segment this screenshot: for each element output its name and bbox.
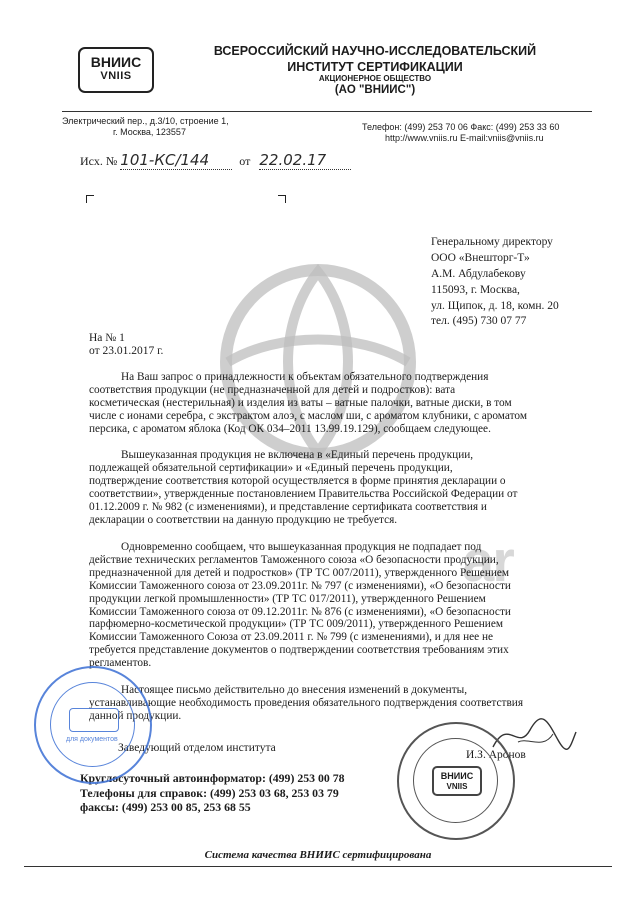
- text-line: предназначенной для детей и подростков» (ТР ТС 007/2011), утвержденного Решением: [89, 566, 510, 579]
- text-line: Комиссии Таможенного Союза от 23.09.2011 г. № 799 (с изменениями), и для нее не: [89, 631, 494, 644]
- text-line: Настоящее письмо действительно до внесения изменений в документы,: [121, 684, 468, 696]
- text-line: продукции легкой промышленности» (ТР ТС 017/2011), утвержденного Решением: [89, 592, 486, 605]
- fax-line: факсы: (499) 253 00 85, 253 68 55: [80, 800, 251, 814]
- corner-mark-right: [278, 195, 286, 203]
- text-line: устанавливающие необходимость проведения обязательного подтверждения соответствия: [89, 696, 524, 709]
- recipient-line: ООО «Внешторг-Т»: [431, 252, 530, 264]
- paragraph-not-included: [89, 449, 517, 526]
- round-stamp-blue: [34, 666, 152, 784]
- text-line: косметическая (нестерильная) и изделия из ваты – ватные палочки, ватные диски, в том: [89, 396, 512, 409]
- text-line: подлежащей обязательной сертификации» и «Единый перечень продукции,: [89, 461, 453, 474]
- address-line1: Электрический пер., д.3/10, строение 1,: [62, 116, 229, 126]
- text-line: Вышеуказанная продукция не включена в «Единый перечень продукции,: [121, 449, 474, 461]
- stamp-logo-box: [432, 766, 482, 796]
- vniis-logo: ВНИИС VNIIS: [78, 47, 154, 93]
- outgoing-date-label: от: [239, 154, 251, 168]
- reference-number: На № 1: [89, 332, 125, 344]
- recipient-line: 115093, г. Москва,: [431, 284, 520, 296]
- text-line: регламентов.: [89, 657, 152, 670]
- paragraph-tech-regulations: [89, 541, 511, 670]
- text-line: Одновременно сообщаем, что вышеуказанная продукция не подпадает под: [121, 541, 482, 553]
- stamp-caption: для документов: [66, 736, 118, 743]
- outgoing-number-row: [80, 151, 351, 170]
- paragraph-validity: [89, 684, 523, 723]
- outgoing-number: 101-КС/144: [120, 151, 232, 170]
- text-line: соответствии», утвержденные постановлением Правительства Российской Федерации от: [89, 487, 518, 500]
- phone-fax-line: Телефон: (499) 253 70 06 Факс: (499) 253 33 60: [362, 122, 560, 132]
- text-line: 01.12.2009 г. № 982 (с изменениями), и представление сертификата соответствия и: [89, 500, 487, 513]
- stamp-logo-line2: VNIIS: [446, 782, 468, 791]
- org-name-line2: ИНСТИТУТ СЕРТИФИКАЦИИ: [287, 60, 463, 74]
- text-line: числе с ионами серебра, с экстрактом алоэ, с маслом ши, с ароматом клубники, с ароматом: [89, 409, 527, 422]
- text-line: парфюмерно-косметической продукции» (ТР ТС 009/2011), утвержденного Решением: [89, 618, 503, 631]
- paragraph-request: [89, 371, 527, 436]
- text-line: подтверждение соответствия которой осуществляется в форме принятия декларации о: [89, 474, 506, 487]
- stamp-logo-line1: ВНИИС: [440, 771, 474, 781]
- round-stamp-gray: [397, 722, 515, 840]
- recipient-line: А.М. Абдулабекову: [431, 268, 526, 280]
- outgoing-date: 22.02.17: [259, 151, 351, 170]
- outgoing-label: Исх. №: [80, 154, 118, 168]
- reference-date: от 23.01.2017 г.: [89, 345, 164, 357]
- text-line: декларации о соответствии на данную продукцию не требуется.: [89, 513, 398, 526]
- header-divider: [62, 111, 592, 112]
- org-short-name: (АО "ВНИИС"): [334, 84, 416, 96]
- autoinformer-line: Круглосуточный автоинформатор: (499) 253 00 78: [80, 771, 345, 785]
- footer-divider: [24, 866, 612, 867]
- text-line: персика, с ароматом яблока (Код ОК 034–2011 13.99.19.129), сообщаем следующее.: [89, 422, 491, 435]
- stamp-logo-box: [69, 708, 119, 732]
- org-type: АКЦИОНЕРНОЕ ОБЩЕСТВО: [318, 74, 432, 83]
- footer-quality-note: Система качества ВНИИС сертифицирована: [204, 849, 432, 861]
- web-email-line: http://www.vniis.ru E-mail:vniis@vniis.ru: [385, 133, 544, 143]
- text-line: данной продукции.: [89, 709, 182, 722]
- watermark-text: ar: [462, 529, 513, 594]
- recipient-line: ул. Щипок, д. 18, комн. 20: [431, 300, 559, 312]
- recipient-line: тел. (495) 730 07 77: [431, 315, 527, 327]
- address-line2: г. Москва, 123557: [113, 127, 186, 137]
- text-line: Комиссии Таможенного союза от 09.12.2011г. № 876 (с изменениями), «О безопасности: [89, 605, 511, 618]
- org-name-line1: ВСЕРОССИЙСКИЙ НАУЧНО-ИССЛЕДОВАТЕЛЬСКИЙ: [213, 44, 537, 58]
- corner-mark-left: [86, 195, 94, 203]
- signatory-name: И.З. Аронов: [466, 749, 526, 761]
- signatory-position: Заведующий отделом института: [118, 742, 276, 754]
- recipient-line: Генеральному директору: [431, 236, 553, 248]
- text-line: требуется представление документов о подтверждении соответствия требованиям этих: [89, 644, 509, 657]
- text-line: Комиссии Таможенного союза от 23.09.2011г. № 797 (с изменениями), «О безопасности: [89, 579, 511, 592]
- text-line: действие технических регламентов Таможенного союза «О безопасности продукции,: [89, 553, 499, 566]
- reference-phones-line: Телефоны для справок: (499) 253 03 68, 253 03 79: [80, 785, 339, 800]
- text-line: соответствия продукции (не предназначенной для детей и подростков): вата: [89, 383, 456, 396]
- text-line: На Ваш запрос о принадлежности к объектам обязательного подтверждения: [121, 371, 489, 383]
